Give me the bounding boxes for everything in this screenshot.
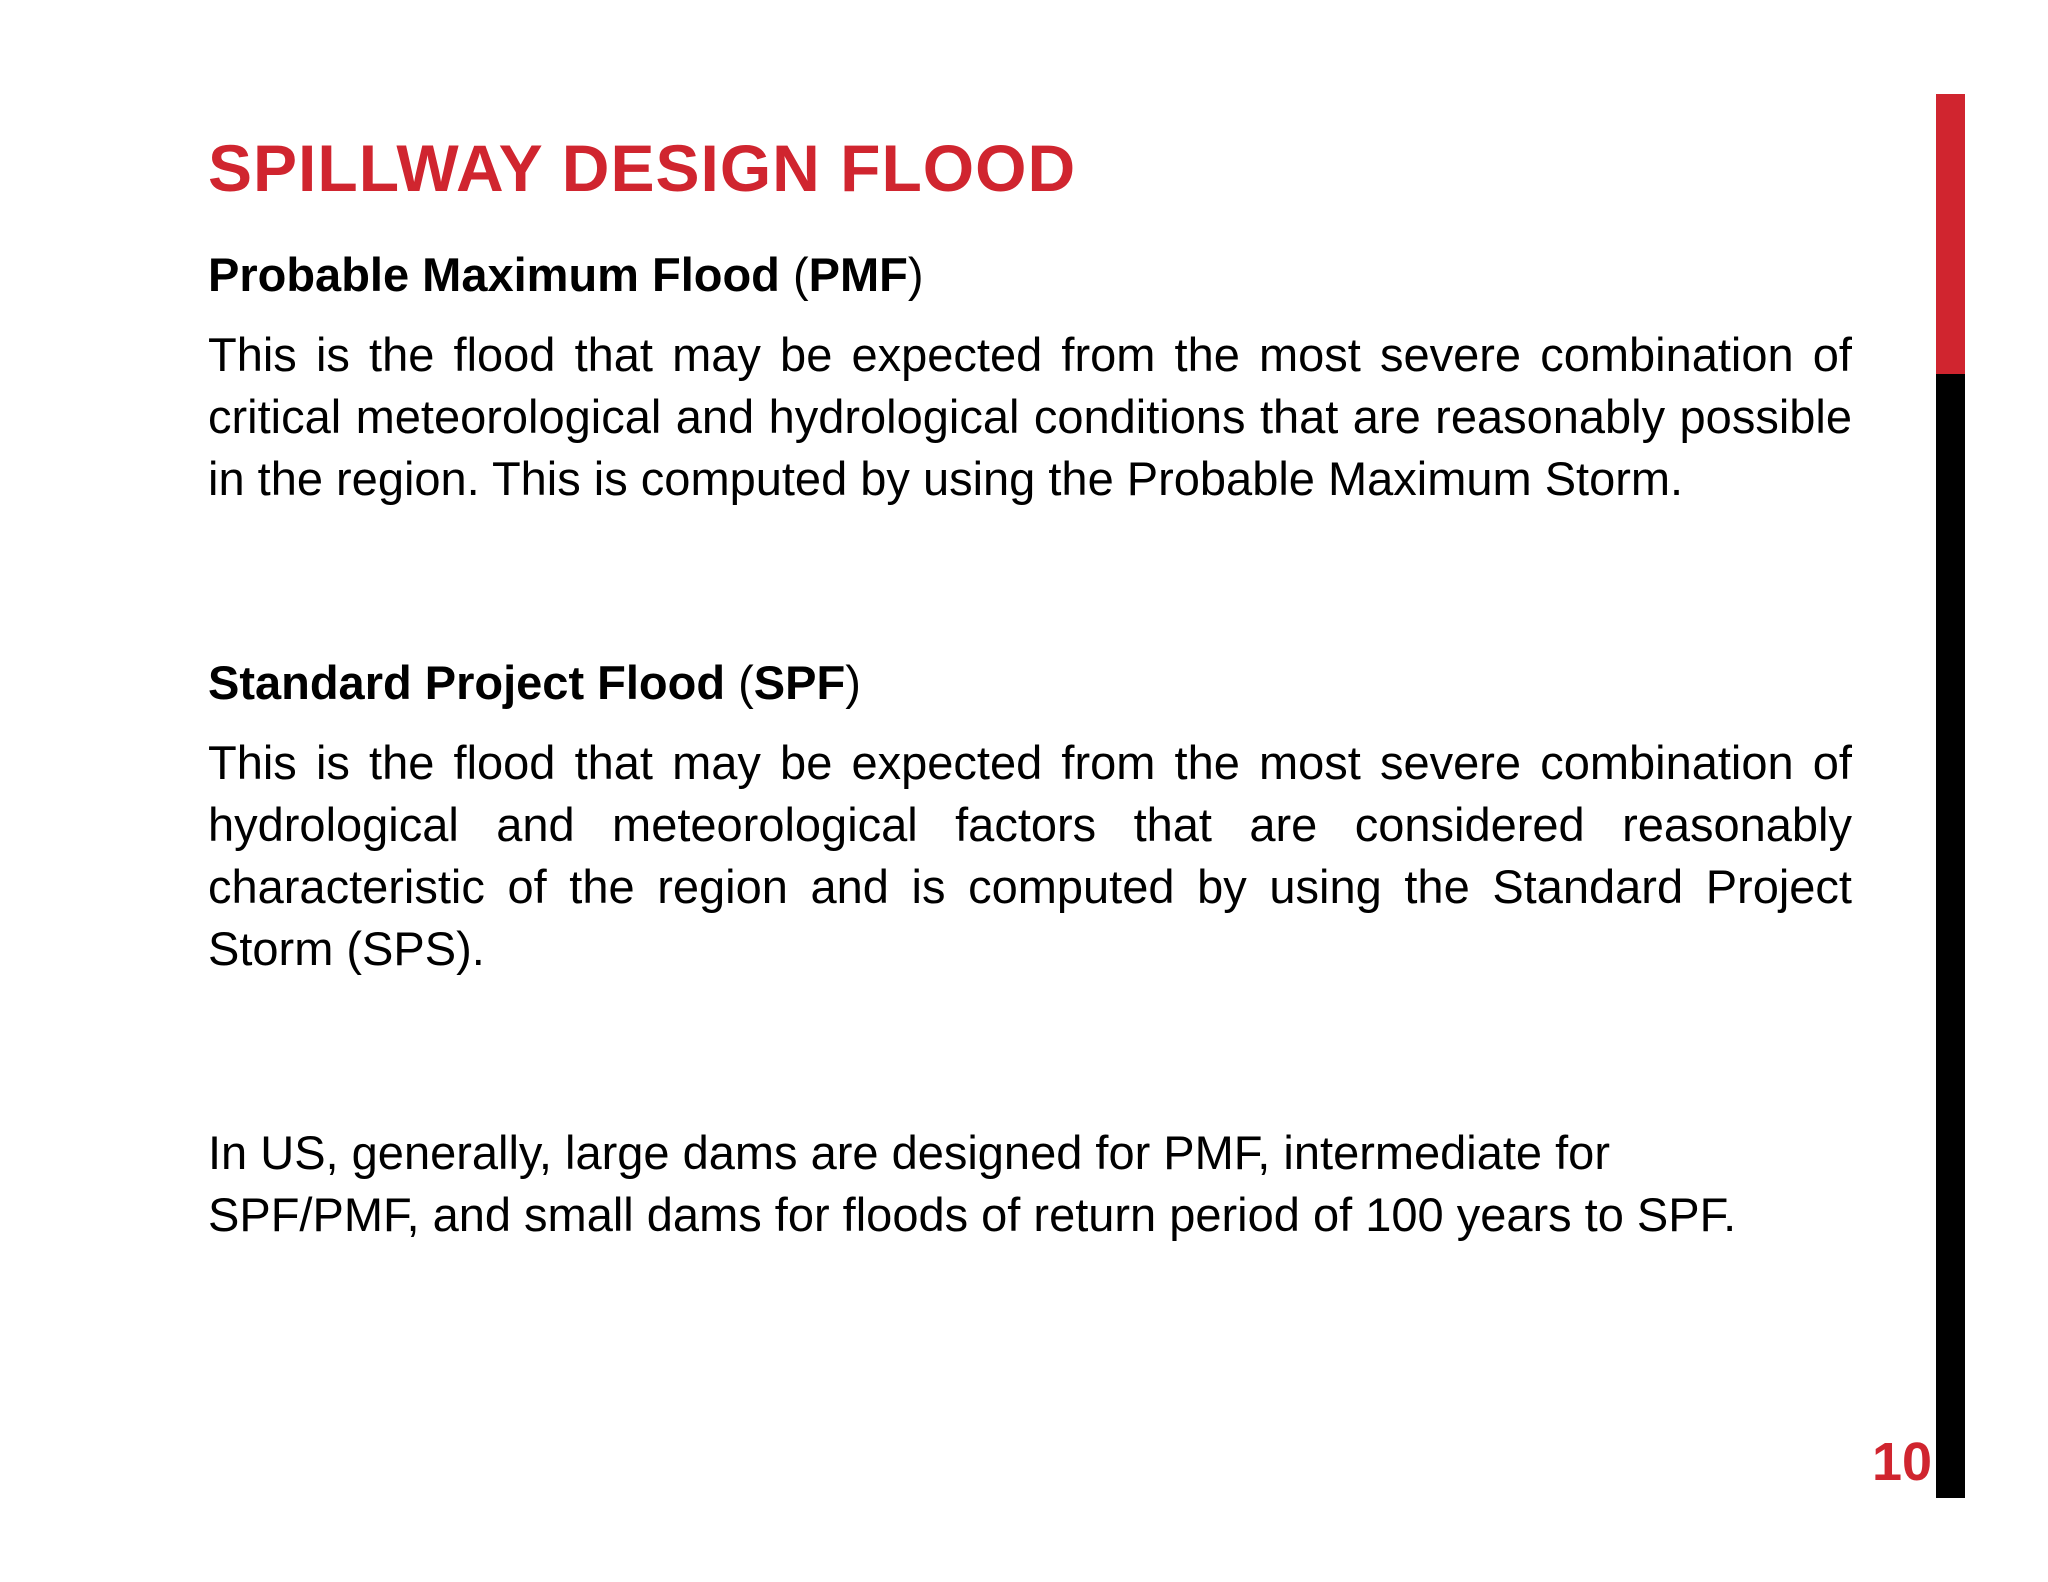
page-number: 10 (1872, 1432, 1933, 1492)
heading-abbreviation: SPF (753, 656, 846, 709)
heading-abbreviation: PMF (808, 248, 908, 301)
heading-paren-close: ) (907, 248, 924, 301)
slide-content (208, 244, 1852, 1246)
heading-term: Standard Project Flood (208, 656, 726, 709)
slide-title: SPILLWAY DESIGN FLOOD (208, 131, 1077, 205)
heading-term: Probable Maximum Flood (208, 248, 780, 301)
section-heading (208, 244, 1852, 306)
section-pmf (208, 244, 1852, 510)
accent-bar-black (1936, 374, 1965, 1498)
section-heading (208, 652, 1852, 714)
accent-bar-red (1936, 94, 1965, 374)
heading-paren-open: ( (725, 656, 754, 709)
heading-paren-close: ) (845, 656, 861, 709)
section-body: This is the flood that may be expected from the most severe combination of hydrological and meteorological factors that are considered reasonably characteristic of the region and is computed by using the Standard Project Storm (SPS). (208, 736, 1852, 975)
section-body: This is the flood that may be expected from the most severe combination of critical meteorological and hydrological conditions that are reasonably possible in the region. This is computed by using the Probable Maximum Storm. (208, 328, 1852, 505)
section-spf (208, 652, 1852, 980)
design-practice-note: In US, generally, large dams are designed for PMF, intermediate for SPF/PMF, and small dams for floods of return period of 100 years to SPF. (208, 1126, 1737, 1241)
heading-paren-open: ( (779, 248, 809, 301)
